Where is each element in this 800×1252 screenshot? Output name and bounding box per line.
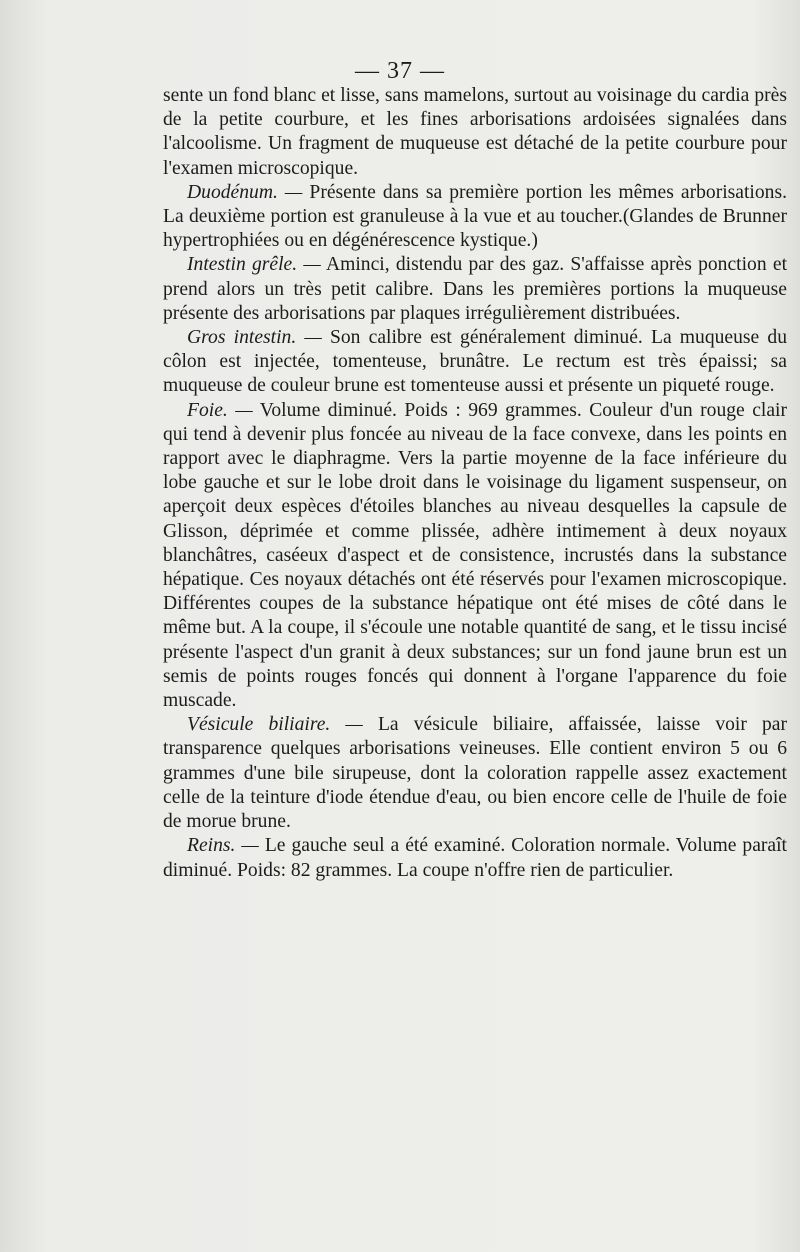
section-heading: Duodénum. — [187, 181, 303, 203]
page-body [163, 84, 787, 883]
section-heading: Reins. — [187, 835, 259, 857]
section-heading: Foie. — [187, 399, 253, 421]
paragraph-reins [163, 834, 787, 882]
paragraph-text: Aminci, distendu par des gaz. S'affaisse après ponction et prend alors un très petit calibre. Dans les premières portions la muqueuse présente des arborisations par plaques irrégulièrement distribuées. [163, 254, 788, 324]
paragraph-gros-intestin [163, 326, 787, 399]
paragraph-text: Présente dans sa première portion les mêmes arborisations. La deuxième portion est granuleuse à la vue et au toucher.(Glandes de Brunner hypertrophiées ou en dégénérescence kystique.) [163, 181, 787, 252]
paragraph-text: Volume diminué. Poids : 969 grammes. Couleur d'un rouge clair qui tend à devenir plus foncée au niveau de la face convexe, dans les points en rapport avec le diaphragme. Vers la partie moyenne de la face inférieure du lobe gauche et sur le lobe droit dans le voisinage du ligament suspenseur, on aperçoit deux espèces d'étoiles blanches au niveau desquelles la capsule de Glisson, déprimée et comme plissée, adhère intimement à deux noyaux blanchâtres, caséeux d'aspect et de consistence, incrustés dans la substance hépatique. Ces noyaux détachés ont été réservés pour l'examen microscopique. Différentes coupes de la substance hépatique ont été mises de côté dans le même but. A la coupe, il s'écoule une notable quantité de sang, et le tissu incisé présente l'aspect d'un granit à deux substances; sur un fond jaune brun est un semis de points rouges foncés qui donnent à l'organe l'apparence du foie muscade. [163, 399, 787, 712]
paragraph-duodenum [163, 181, 787, 254]
page-number: — 37 — [355, 58, 445, 84]
paragraph-intestin-grele [163, 253, 787, 326]
paragraph-vesicule-biliaire [163, 713, 787, 834]
paragraph-text: Le gauche seul a été examiné. Coloration normale. Volume paraît diminué. Poids: 82 grammes. La coupe n'offre rien de particulier. [163, 835, 787, 881]
paragraph-continuation: sente un fond blanc et lisse, sans mamelons, surtout au voisinage du cardia près de la petite courbure, et les fines arborisations ardoisées signalées dans l'alcoolisme. Un fragment de muqueuse est détaché de la petite courbure pour l'examen microscopique. [163, 85, 787, 179]
paragraph-text: Son calibre est généralement diminué. La muqueuse du côlon est injectée, tomenteuse, brunâtre. Le rectum est très épaissi; sa muqueuse de couleur brune est tomenteuse aussi et présente un piqueté rouge. [163, 327, 788, 397]
paragraph-text: La vésicule biliaire, affaissée, laisse voir par transparence quelques arborisations veineuses. Elle contient environ 5 ou 6 grammes d'une bile sirupeuse, dont la coloration rappelle assez exactement celle de la teinture d'iode étendue d'eau, ou bien encore celle de l'huile de foie de morue brune. [163, 714, 788, 833]
section-heading: Gros intestin. — [187, 327, 322, 349]
section-heading: Vésicule biliaire. — [187, 714, 363, 736]
paragraph-foie [163, 399, 787, 714]
section-heading: Intestin grêle. — [187, 254, 321, 276]
